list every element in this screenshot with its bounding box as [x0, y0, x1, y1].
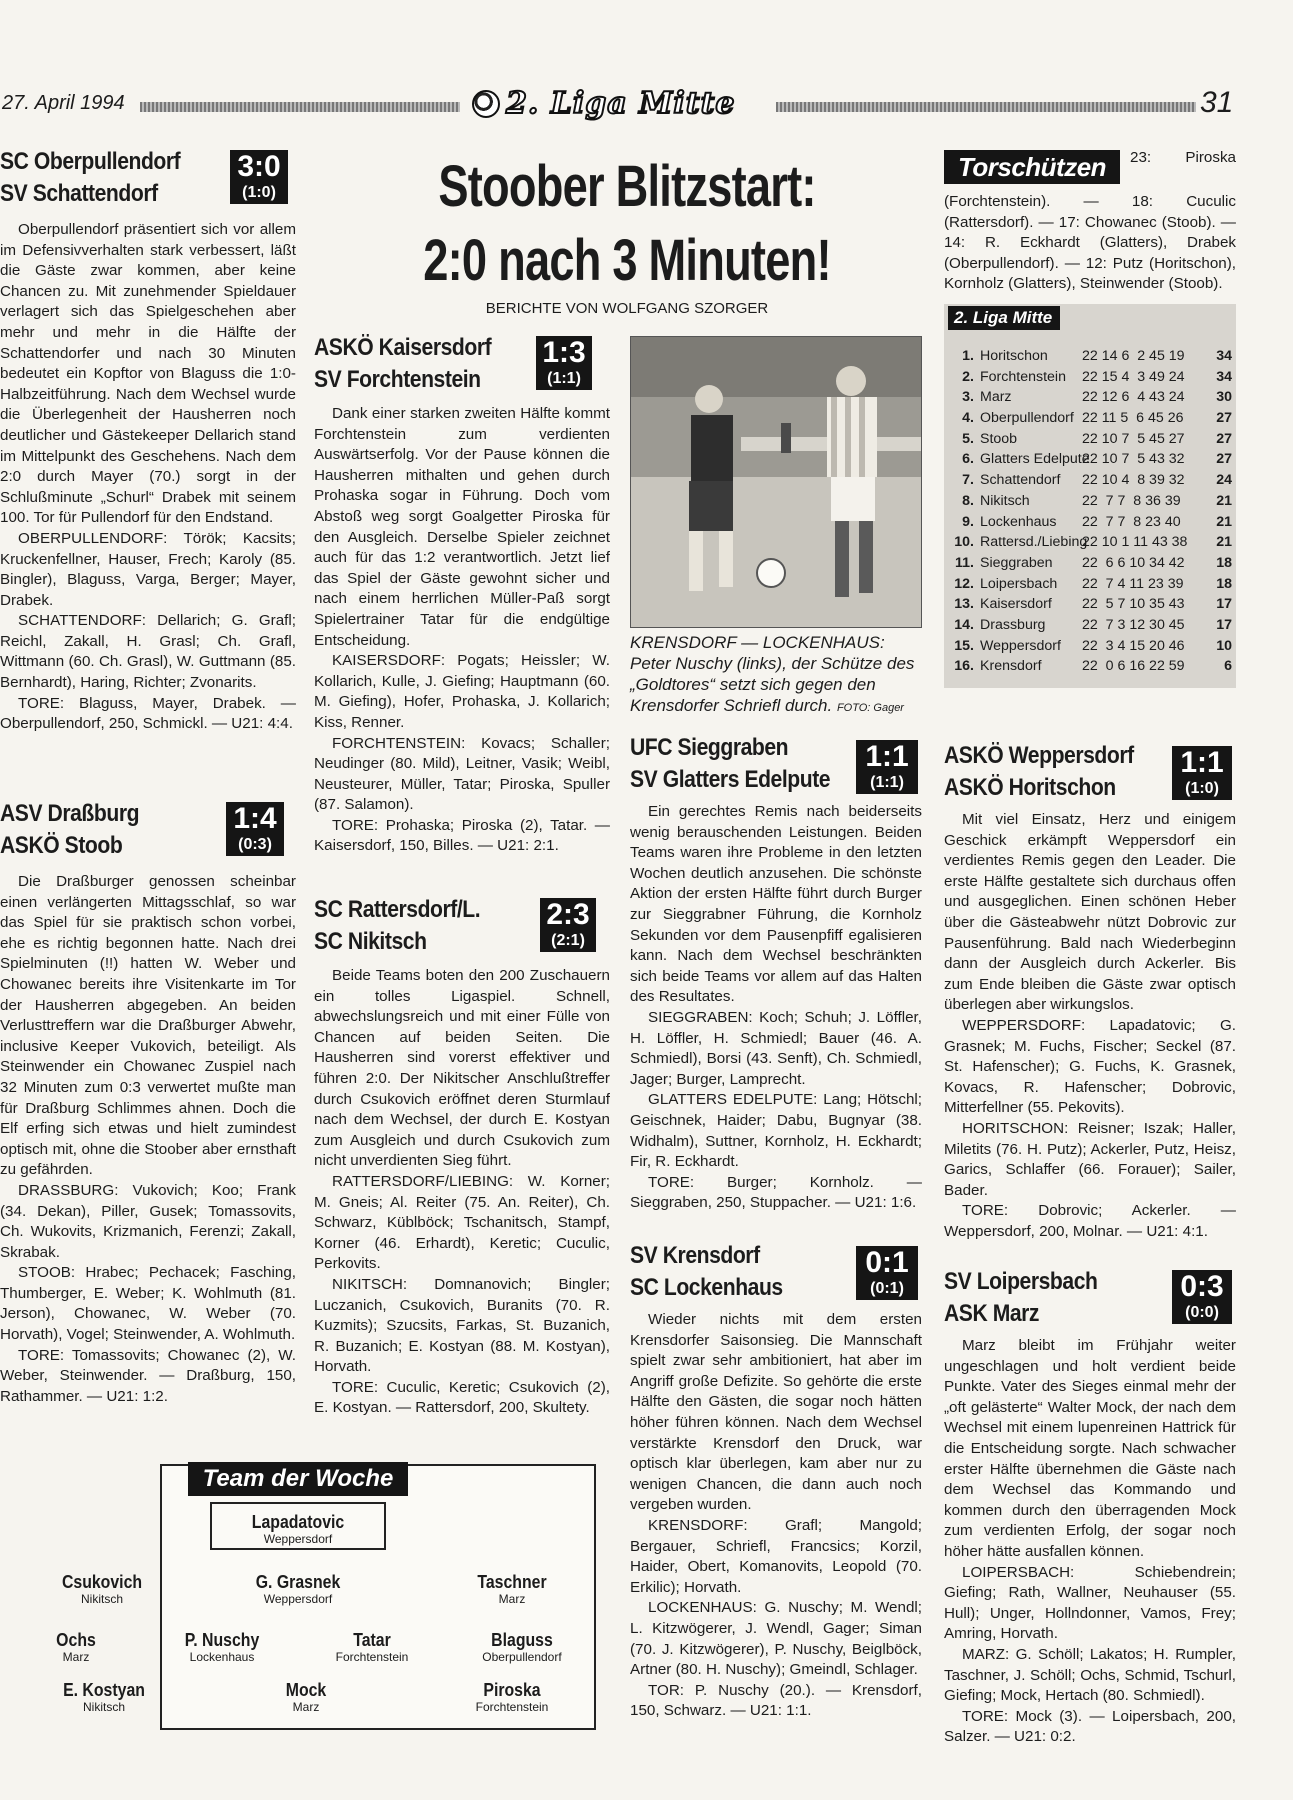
tdw-player: Csukovich Nikitsch: [61, 1572, 143, 1606]
tdw-player: Piroska Forchtenstein: [475, 1680, 549, 1714]
lineup-home: KRENSDORF: Grafl; Mangold; Bergauer, Schriefl, Francsics; Korzil, Haider, Obert, Komanovits, Leopold (70. Erkilic); Horvath.: [630, 1516, 922, 1596]
article-text: Wieder nichts mit dem ersten Krensdorfer Saisonsieg. Die Mannschaft spielt zwar sehr ambitioniert, hat aber im Angriff große Defizite. So gehörte die erste Hälfte den Gästen, die sogar noch hätten höher führen können. Nach dem Wechsel verstärkte Krensdorf den Druck, war optisch klar überlegen, kam aber nur zu wenigen Chancen, die dann auch noch vergeben wurden.: [630, 1311, 922, 1514]
article-rattersdorf-nikitsch: [314, 894, 610, 1419]
table-stats: 22 12 6 4 43 24: [1082, 389, 1185, 406]
team-home: UFC Sieggraben: [630, 734, 789, 761]
table-rank: 13.: [954, 596, 974, 613]
table-points: 18: [1216, 554, 1232, 571]
lineup-home: KAISERSDORF: Pogats; Heissler; W. Kollarich, Kulle, J. Giefing; Hauptmann (60. M. Giefing), Hofer, Prohaska, J. Kollarich; Kiss, Renner.: [314, 652, 610, 731]
byline: BERICHTE VON WOLFGANG SZORGER: [485, 300, 769, 317]
table-rank: 4.: [962, 410, 974, 427]
table-points: 6: [1224, 658, 1232, 675]
team-away: SC Lockenhaus: [630, 1274, 783, 1301]
goals-line: TORE: Tomassovits; Chowanec (2), W. Weber, Steinwender. — Draßburg, 150, Rathammer. — U21: 1:2.: [0, 1346, 296, 1405]
score-box: 1:3 (1:1): [536, 336, 592, 390]
table-rank: 5.: [962, 430, 974, 447]
team-home: SC Rattersdorf/L.: [314, 896, 481, 923]
table-points: 10: [1216, 637, 1232, 654]
table-team: Glatters Edelpute: [980, 451, 1090, 468]
header-rule-left: [140, 102, 460, 112]
league-table-rows: [952, 346, 1234, 677]
table-row: [952, 636, 1234, 657]
lineup-home: WEPPERSDORF: Lapadatovic; G. Grasnek; M. Fuchs, Fischer; Seckel (87. St. Hafenscher); G. Fuchs, K. Grasnek, Kovacs, R. Hafenscher; Dobrovic, Mitterfellner (55. Pekovits).: [944, 1016, 1236, 1117]
table-team: Weppersdorf: [980, 637, 1061, 654]
table-points: 27: [1216, 430, 1232, 447]
top-scorers-label: Torschützen: [944, 150, 1120, 184]
tdw-player: Ochs Marz: [56, 1630, 96, 1664]
tdw-player: Mock Marz: [285, 1680, 327, 1714]
section-title: 2. Liga Mitte: [506, 86, 736, 121]
team-home: ASKÖ Weppersdorf: [944, 742, 1134, 769]
table-row: [952, 387, 1234, 408]
score-box: 3:0 (1:0): [230, 150, 288, 204]
team-home: SV Loipersbach: [944, 1268, 1098, 1295]
table-team: Horitschon: [980, 348, 1048, 364]
main-headline: Stoober Blitzstart: 2:0 nach 3 Minuten!: [423, 154, 831, 293]
article-text: Oberpullendorf präsentiert sich vor allem im Defensivverhalten stark verbessert, läßt die Gäste zwar kommen, aber keine Chancen zu. Mit zunehmender Spieldauer verlagert sich das Spielgeschehen aber mehr und mehr in die Hälfte der Schattendorfer und nach 30 Minuten bedeutet ein Kopftor von Blaguss die 1:0-Halbzeitführung. Nach dem Wechsel wurde die Überlegenheit der Hausherren noch deutlicher und Gästekeeper Dellarich stand im Mittelpunkt des Geschehens. Nach dem 2:0 durch Mayer (70.) sorgt in der Schlußminute „Schurl“ Drabek mit seinem 100. Tor für Pullendorf für den Endstand.: [0, 221, 296, 527]
table-team: Schattendorf: [980, 472, 1061, 489]
table-points: 30: [1216, 389, 1232, 406]
lineup-away: SCHATTENDORF: Dellarich; G. Grafl; Reichl, Zakall, H. Grasl; Ch. Grafl, Wittmann (60. Ch. Grasl), W. Guttmann (85. Bernhardt), Haring, Richter; Zvonarits.: [0, 612, 296, 692]
table-rank: 14.: [954, 616, 974, 633]
tdw-player: Taschner Marz: [477, 1572, 547, 1606]
table-row: [952, 656, 1234, 677]
table-rank: 10.: [954, 534, 974, 551]
table-stats: 22 10 4 8 39 32: [1082, 472, 1185, 489]
league-table-title: 2. Liga Mitte: [948, 306, 1060, 330]
table-rank: 16.: [954, 658, 974, 675]
goals-line: TORE: Blaguss, Mayer, Drabek. — Oberpullendorf, 250, Schmickl. — U21: 4:4.: [0, 694, 296, 733]
table-team: Kaisersdorf: [980, 596, 1052, 613]
table-team: Oberpullendorf: [980, 410, 1074, 427]
table-row: [952, 594, 1234, 615]
table-team: Rattersd./Liebing: [980, 534, 1088, 551]
team-away: SV Glatters Edelpute: [630, 766, 831, 793]
lineup-home: RATTERSDORF/LIEBING: W. Korner; M. Gneis; Al. Reiter (75. An. Reiter), Ch. Schwarz, Küblböck; Tschanitsch, Stampf, Korner (46. Erhardt), Keretic; Cuculic, Perkovits.: [314, 1172, 610, 1273]
goals-line: TORE: Mock (3). — Loipersbach, 200, Salzer. — U21: 0:2.: [944, 1707, 1236, 1746]
goals-line: TORE: Cuculic, Keretic; Csukovich (2), E. Kostyan. — Rattersdorf, 200, Skultety.: [314, 1378, 610, 1417]
photo-credit: FOTO: Gager: [836, 702, 904, 714]
goals-line: TOR: P. Nuschy (20.). — Krensdorf, 150, Schwarz. — U21: 1:1.: [630, 1681, 922, 1720]
table-stats: 22 7 4 11 23 39: [1082, 575, 1184, 592]
table-stats: 22 0 6 16 22 59: [1082, 658, 1185, 675]
score-box: 1:1 (1:0): [1172, 746, 1232, 800]
table-stats: 22 10 7 5 45 27: [1082, 430, 1185, 447]
table-stats: 22 11 5 6 45 26: [1082, 410, 1184, 427]
table-team: Stoob: [980, 430, 1018, 447]
lineup-home: OBERPULLENDORF: Török; Kacsits; Kruckenfellner, Hauser, Frech; Karoly (85. Bingler), Blaguss, Varga, Berger; Mayer, Drabek.: [0, 529, 296, 609]
table-stats: 22 7 7 8 36 39: [1082, 492, 1181, 509]
table-stats: 22 14 6 2 45 19: [1082, 348, 1185, 364]
table-rank: 1.: [962, 348, 974, 364]
article-weppersdorf-horitschon: [944, 740, 1236, 1242]
table-rank: 8.: [962, 492, 974, 509]
team-away: ASK Marz: [944, 1300, 1040, 1327]
team-home: SV Krensdorf: [630, 1242, 760, 1269]
tdw-player: P. Nuschy Lockenhaus: [184, 1630, 260, 1664]
table-points: 34: [1216, 348, 1232, 364]
team-home: ASKÖ Kaisersdorf: [314, 334, 492, 361]
page-number: 31: [1200, 86, 1234, 119]
table-row: [952, 574, 1234, 595]
table-rank: 2.: [962, 368, 974, 385]
table-points: 34: [1216, 368, 1232, 385]
lineup-home: SIEGGRABEN: Koch; Schuh; J. Löffler, H. Löffler, H. Schmiedl; Bauer (46. A. Schmiedl), Borsi (43. Senft), Ch. Schmiedl, Jager; Burger, Lamprecht.: [630, 1008, 922, 1088]
lineup-away: LOCKENHAUS: G. Nuschy; M. Wendl; L. Kitzwögerer, J. Wendl, Gager; Siman (70. J. Kitzwögerer), P. Nuschy, Beiglböck, Artner (80. H. Nuschy); Gmeindl, Schlager.: [630, 1599, 922, 1679]
table-rank: 7.: [962, 472, 974, 489]
table-points: 17: [1216, 596, 1232, 613]
table-row: [952, 367, 1234, 388]
goals-line: TORE: Burger; Kornholz. — Sieggraben, 250, Stuppacher. — U21: 1:6.: [630, 1173, 922, 1212]
table-rank: 11.: [955, 554, 974, 571]
match-photo: [630, 336, 922, 628]
team-away: SV Forchtenstein: [314, 366, 481, 393]
table-row: [952, 449, 1234, 470]
lineup-away: HORITSCHON: Reisner; Iszak; Haller, Miletits (76. H. Putz); Ackerler, Putz, Heisz, Garics, Schlaffer (66. Forauer); Sailer, Bader.: [944, 1119, 1236, 1199]
header-rule-right: [776, 102, 1196, 112]
top-scorers-text: 23: Piroska (Forchtenstein). — 18: Cuculic (Rattersdorf). — 17: Chowanec (Stoob). — 14: R. Eckhardt (Glatters), Drabek (Oberpullendorf). — 12: Putz (Horitschon), Kornholz (Glatters), Steinwender (Stoob).: [944, 149, 1236, 293]
table-team: Marz: [980, 389, 1012, 406]
table-team: Sieggraben: [980, 554, 1053, 571]
table-points: 24: [1216, 472, 1232, 489]
table-stats: 22 15 4 3 49 24: [1082, 368, 1185, 385]
article-text: Mit viel Einsatz, Herz und einigem Geschick erkämpft Weppersdorf ein verdientes Remis gegen den Leader. Die erste Hälfte gestaltete sich durchaus offen und ausgeglichen. Einen schönen Heber über die Gästeabwehr nützt Dobrovic zur Pausenführung. Bald nach Wiederbeginn dann der Ausgleich durch Ackerler. Bis zum Ende bleiben die Gäste zwar optisch überlegen aber wirkungslos.: [944, 811, 1236, 1014]
team-home: SC Oberpullendorf: [0, 148, 181, 175]
lineup-away: NIKITSCH: Domnanovich; Bingler; Luczanich, Csukovich, Buranits (70. R. Kuzmits); Szucsits, Farkas, St. Buzanich, R. Buzanich; E. Kostyan (88. M. Kostyan), Horvath.: [314, 1275, 610, 1376]
lineup-home: DRASSBURG: Vukovich; Koo; Frank (34. Dekan), Piller, Gusek; Tomassovits, Ch. Wukovits, Krizmanich, Ferenzi; Zakall, Skrabak.: [0, 1181, 296, 1261]
table-stats: 22 7 7 8 23 40: [1082, 513, 1181, 530]
table-rank: 12.: [954, 575, 974, 592]
table-team: Lockenhaus: [980, 513, 1057, 530]
table-row: [952, 429, 1234, 450]
team-of-the-week-title: Team der Woche: [188, 1462, 408, 1496]
table-rank: 3.: [962, 389, 974, 406]
team-home: ASV Draßburg: [0, 800, 140, 827]
table-points: 21: [1216, 534, 1232, 551]
football-icon: [472, 90, 500, 118]
lineup-away: FORCHTENSTEIN: Kovacs; Schaller; Neudinger (80. Mild), Leitner, Vasik; Weibl, Neusteurer, Müller, Tatar; Piroska, Spuller (87. Salamon).: [314, 734, 610, 814]
article-text: Beide Teams boten den 200 Zuschauern ein tolles Ligaspiel. Schnell, abwechslungsreich und mit einer Fülle von Chancen auf beiden Seiten. Die Hausherren sind vorerst effektiver und führen 2:0. Der Nikitscher Anschlußtreffer durch Csukovich eröffnet deren Sturmlauf nach dem Wechsel, der durch E. Kostyan zum Ausgleich und durch Csukovich zum nicht unverdienten Sieg führt.: [314, 967, 610, 1170]
article-text: Dank einer starken zweiten Hälfte kommt Forchtenstein zum verdienten Auswärtserfolg. Vor der Pause können die Hausherren mithalten und gehen durch Prohaska sogar in Führung. Doch vom Abstoß weg sorgt Goalgetter Piroska für den Ausgleich. Derselbe Spieler zeichnet auch für das 1:2 verantwortlich. Jetzt lief das Spiel der Gäste gewohnt sicher und nach einem herrlichen Müller-Paß sorgt Spielertrainer Tatar für die endgültige Entscheidung.: [314, 405, 610, 649]
table-row: [952, 615, 1234, 636]
lineup-away: MARZ: G. Schöll; Lakatos; H. Rumpler, Taschner, J. Schöll; Ochs, Schmid, Tschurl, Giefing; Mock, Hertach (80. Schmiedl).: [944, 1645, 1236, 1705]
article-text: Die Draßburger genossen scheinbar einen verlängerten Mittagsschlaf, so war das Spiel für sie praktisch schon vorbei, ehe es richtig begonnen hatte. Nach drei Spielminuten (!!) hatten W. Weber und Chowanec bereits ihre Visitenkarte im Tor der Hausherren abgegeben. An beiden Verlusttreffern war die Draßburger Abwehr, inclusive Keeper Vukovich, beteiligt. Als Steinwender ein Chowanec Zuspiel nach 32 Minuten zum 0:3 verwertet mußte man für Draßburg Schlimmes ahnen. Doch die Elf erfing sich etwas und hielt zumindest optisch mit, ohne die Stoober aber ernsthaft zu gefährden.: [0, 873, 296, 1179]
table-rank: 15.: [954, 637, 974, 654]
tdw-player: Lapadatovic Weppersdorf: [251, 1512, 345, 1546]
score-box: 1:4 (0:3): [226, 802, 284, 856]
lineup-away: GLATTERS EDELPUTE: Lang; Hötschl; Geischnek, Haider; Dabu, Bugnyar (38. Widhalm), Suttner, Kornholz, H. Eckhardt; Fir, R. Eckhardt.: [630, 1091, 922, 1171]
lineup-away: STOOB: Hrabec; Pechacek; Fasching, Thumberger, E. Weber; K. Wohlmuth (81. Jerson), Chowanec, W. Weber (70. Horvath), Vogel; Steinwender, A. Wohlmuth.: [0, 1264, 296, 1344]
article-text: Marz bleibt im Frühjahr weiter ungeschlagen und holt verdient beide Punkte. Vater des Sieges einmal mehr der „oft gelästerte“ Walter Mock, der nach dem Wechsel mit einem lupenreinen Hattrick für die Entscheidung sorgte. Nach schwacher erster Hälfte übernehmen die Gäste nach dem Wechsel das Kommando und kommen durch den überragenden Mock zum verdienten Erfolg, der sogar noch höher hätte ausfallen können.: [944, 1337, 1236, 1560]
table-points: 17: [1216, 616, 1232, 633]
table-rank: 6.: [962, 451, 974, 468]
team-away: ASKÖ Horitschon: [944, 774, 1116, 801]
table-team: Drassburg: [980, 616, 1046, 633]
tdw-player: E. Kostyan Nikitsch: [63, 1680, 145, 1714]
article-krensdorf-lockenhaus: [630, 1240, 922, 1722]
score-box: 0:1 (0:1): [856, 1246, 918, 1300]
article-oberpullendorf-schattendorf: [0, 146, 296, 735]
table-points: 21: [1216, 513, 1232, 530]
table-rank: 9.: [962, 513, 974, 530]
table-row: [952, 470, 1234, 491]
table-team: Forchtenstein: [980, 368, 1066, 385]
table-points: 27: [1216, 451, 1232, 468]
team-away: SC Nikitsch: [314, 928, 427, 955]
table-row: [952, 512, 1234, 533]
score-box: 1:1 (1:1): [856, 740, 918, 794]
table-points: 18: [1216, 575, 1232, 592]
photo-caption: KRENSDORF — LOCKENHAUS: Peter Nuschy (links), der Schütze des „Goldtores“ setzt sich gegen den Krensdorfer Schriefl durch. FOTO: Gager: [630, 633, 915, 715]
table-team: Nikitsch: [980, 492, 1030, 509]
table-row: [952, 553, 1234, 574]
goals-line: TORE: Dobrovic; Ackerler. — Weppersdorf, 200, Molnar. — U21: 4:1.: [944, 1202, 1236, 1240]
table-stats: 22 3 4 15 20 46: [1082, 637, 1185, 654]
page-header: [0, 88, 1293, 124]
table-stats: 22 7 3 12 30 45: [1082, 616, 1185, 633]
issue-date: 27. April 1994: [2, 92, 125, 114]
table-points: 27: [1216, 410, 1232, 427]
table-stats: 22 10 1 11 43 38: [1082, 534, 1188, 551]
team-away: ASKÖ Stoob: [0, 832, 123, 859]
article-drassburg-stoob: [0, 798, 296, 1407]
table-row: [952, 408, 1234, 429]
article-sieggraben-glatters: [630, 732, 922, 1214]
table-team: Loipersbach: [980, 575, 1058, 592]
tdw-player: Blaguss Oberpullendorf: [482, 1630, 562, 1664]
table-row: [952, 346, 1234, 367]
players-photo-illustration: [631, 337, 921, 627]
article-text: Ein gerechtes Remis nach beiderseits wenig berauschenden Leistungen. Beiden Teams waren ihre Probleme in den letzten Wochen deutlich anzusehen. Die schönste Aktion der ersten Hälfte führt durch Burger zur Sieggrabner Führung, die Kornholz Sekunden vor dem Pausenpfiff egalisieren kann. Nach dem Wechsel beschränkten sich beide Teams vor allem auf das Halten des Resultates.: [630, 803, 922, 1006]
table-stats: 22 6 6 10 34 42: [1082, 554, 1185, 571]
team-away: SV Schattendorf: [0, 180, 158, 207]
lineup-home: LOIPERSBACH: Schiebendrein; Giefing; Rath, Wallner, Neuhauser (55. Hull); Unger, Hollndonner, Vamos, Frey; Amring, Horvath.: [944, 1563, 1236, 1643]
table-stats: 22 5 7 10 35 43: [1082, 596, 1185, 613]
article-loipersbach-marz: [944, 1266, 1236, 1748]
tdw-player: G. Grasnek Weppersdorf: [255, 1572, 341, 1606]
table-row: [952, 532, 1234, 553]
goals-line: TORE: Prohaska; Piroska (2), Tatar. — Kaisersdorf, 150, Billes. — U21: 2:1.: [314, 816, 610, 855]
table-team: Krensdorf: [980, 658, 1042, 675]
tdw-player: Tatar Forchtenstein: [335, 1630, 409, 1664]
score-box: 0:3 (0:0): [1172, 1270, 1232, 1324]
article-kaisersdorf-forchtenstein: [314, 332, 610, 857]
score-box: 2:3 (2:1): [540, 898, 596, 952]
table-points: 21: [1216, 492, 1232, 509]
table-stats: 22 10 7 5 43 32: [1082, 451, 1185, 468]
table-row: [952, 491, 1234, 512]
